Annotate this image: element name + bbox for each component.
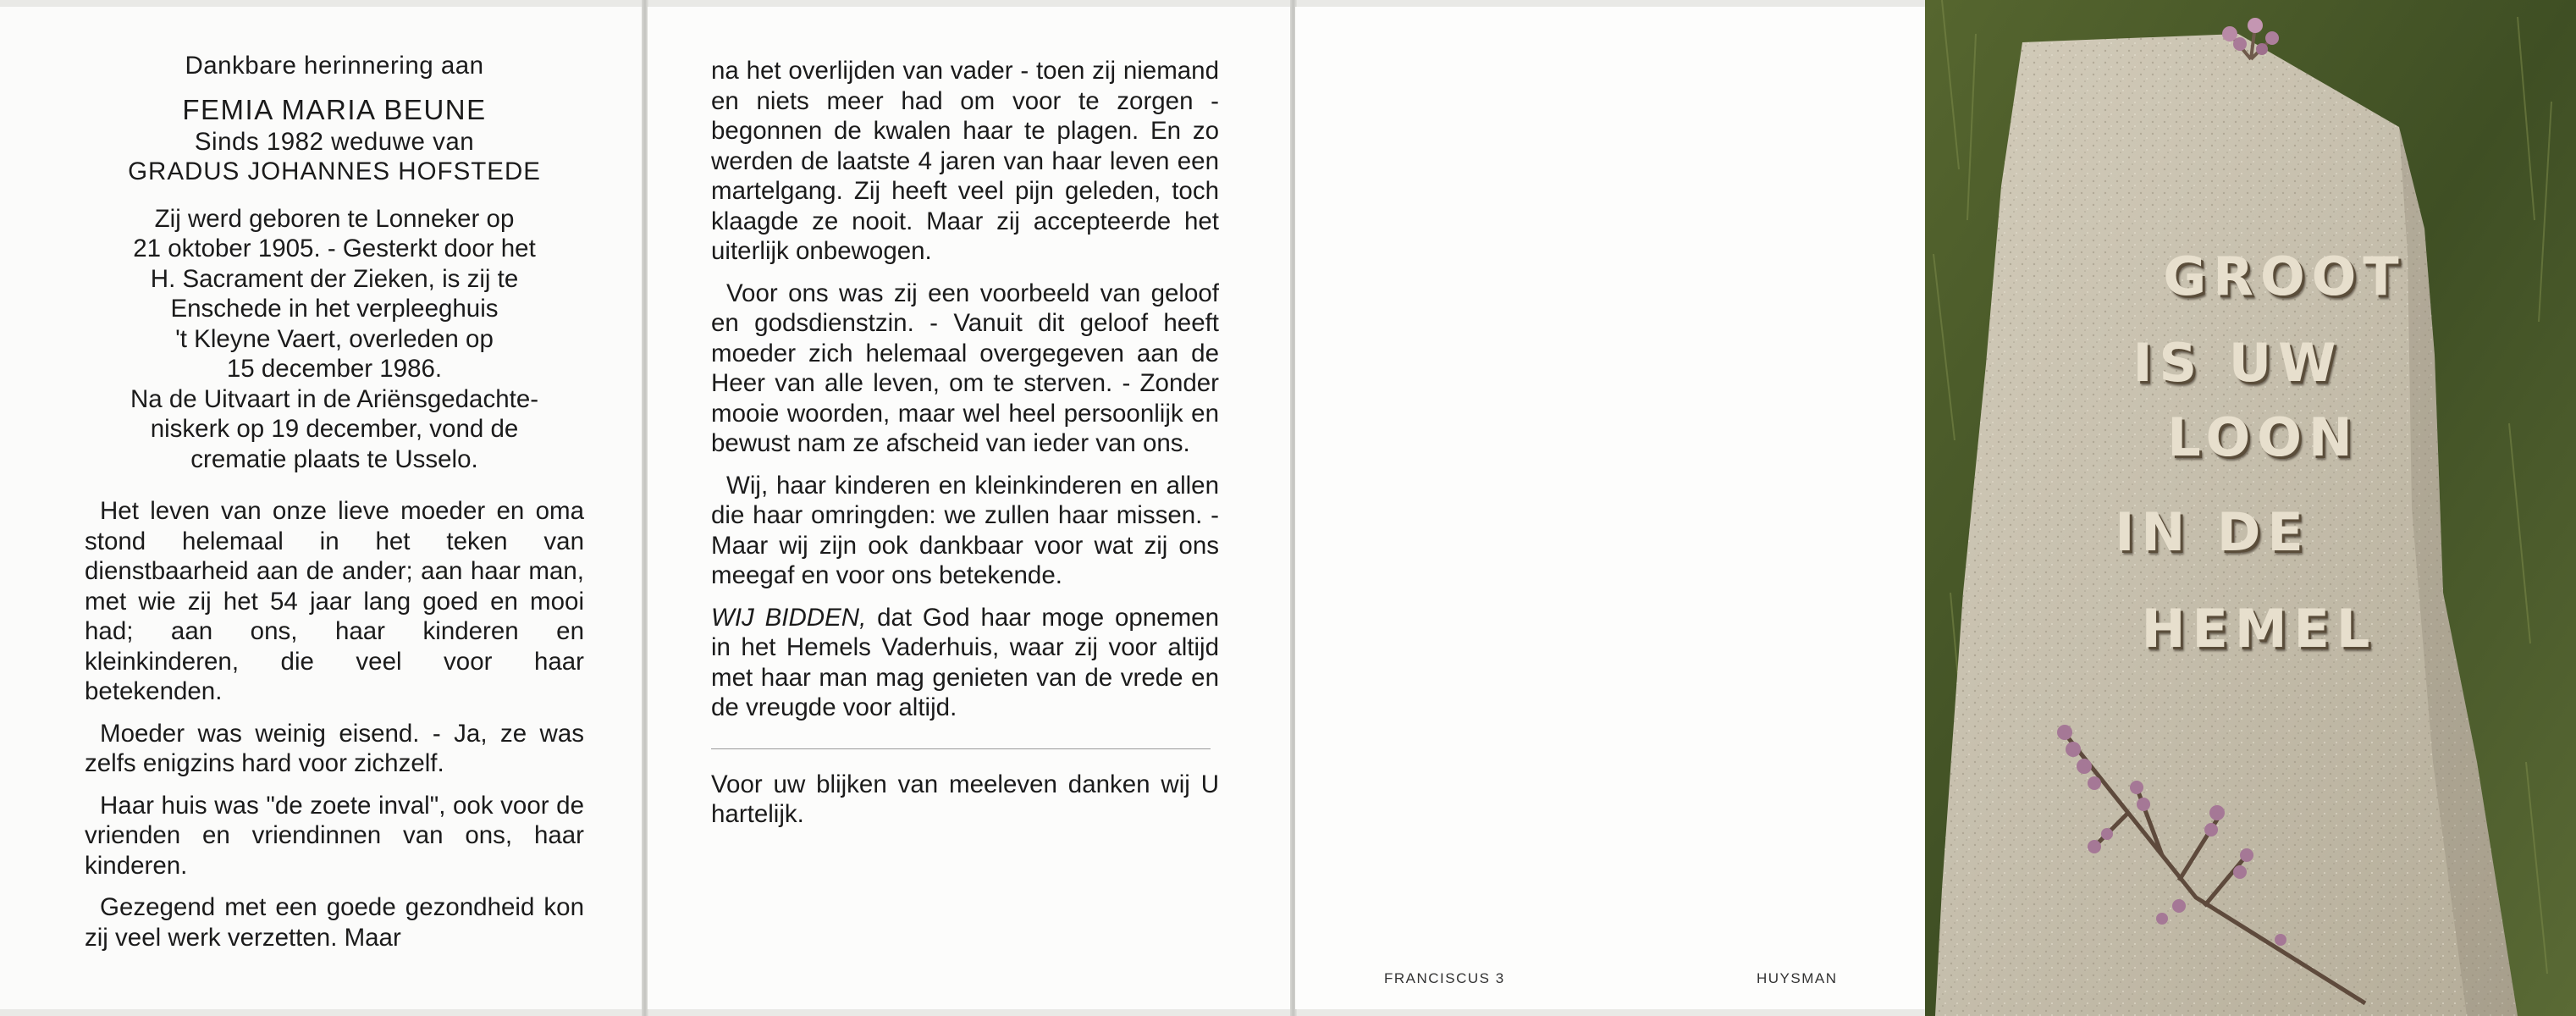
card-page-blank — [1295, 7, 1925, 1009]
prayer-label: WIJ BIDDEN, — [711, 603, 867, 632]
prayer-text: dat God haar moge opnemen in het Hemels Vaderhuis, waar zij voor altijd met haar man mag genieten van de vrede en de vreugde voor altijd. — [711, 603, 1219, 721]
birth-death-block — [85, 204, 584, 475]
paragraph-example: Voor ons was zij een voorbeeld van geloof en godsdienstzin. - Vanuit dit geloof heeft moeder zich helemaal overgegeven aan de Heer van alle leven, om te sterven. - Zonder mooie woorden, maar wel heel persoonlijk en bewust nam ze afscheid van ieder van ons. — [711, 279, 1219, 457]
divider — [711, 748, 1211, 749]
engraving-line: LOON — [2167, 406, 2359, 468]
paragraph-house: Haar huis was "de zoete inval", ook voor de vrienden en vriendinnen van ons, haar kinderen. — [85, 791, 584, 880]
engraving-line: IN DE — [2115, 501, 2310, 563]
paragraph-blessed: Gezegend met een goede gezondheid kon zij veel werk verzetten. Maar — [85, 893, 584, 952]
husband-name: GRADUS JOHANNES HOFSTEDE — [128, 157, 541, 185]
birth-line: H. Sacrament der Zieken, is zij te — [150, 264, 519, 293]
paragraph-life: Het leven van onze lieve moeder en oma stond helemaal in het teken van dienstbaarheid aan de ander; aan haar man, met wie zij het 54 jaar lang goed en mooi had; aan ons, haar kinderen en kleinkinderen, die veel voor haar betekenden. — [85, 497, 584, 705]
thanks-text: Voor uw blijken van meeleven danken wij U hartelijk. — [711, 770, 1219, 828]
paragraph-continue: na het overlijden van vader - toen zij niemand en niets meer had om voor te zorgen - begonnen de kwalen haar te plagen. En zo werden de laatste 4 jaren van haar leven een martelgang. Zij heeft veel pijn geleden, toch klaagde ze nooit. Maar zij accepteerde het uiterlijk onbewogen. — [711, 57, 1219, 265]
birth-line: niskerk op 19 december, vond de — [150, 415, 519, 443]
printer-imprint-left: FRANCISCUS 3 — [1384, 970, 1505, 986]
left-text-column — [85, 51, 584, 952]
card-page-left — [0, 7, 643, 1009]
engraving-line: IS UW — [2132, 332, 2343, 394]
engraving-line: GROOT — [2163, 246, 2406, 307]
birth-line: 21 oktober 1905. - Gesterkt door het — [133, 235, 536, 262]
birth-line: 15 december 1986. — [226, 355, 443, 383]
birth-line: Zij werd geboren te Lonneker op — [154, 204, 515, 233]
card-page-middle — [648, 7, 1291, 1009]
birth-line: crematie plaats te Usselo. — [190, 444, 478, 473]
paragraph-modest: Moeder was weinig eisend. - Ja, ze was zelfs enigzins hard voor zichzelf. — [85, 719, 584, 777]
deceased-name: FEMIA MARIA BEUNE — [182, 93, 487, 125]
birth-line: Enschede in het verpleeghuis — [170, 295, 499, 323]
heading: Dankbare herinnering aan — [185, 52, 484, 80]
stone-photo — [1925, 0, 2576, 1016]
widow-since: Sinds 1982 weduwe van — [194, 127, 475, 156]
birth-line: 't Kleyne Vaert, overleden op — [175, 324, 494, 353]
engraving-line: HEMEL — [2141, 598, 2377, 660]
printer-imprint-right: HUYSMAN — [1757, 970, 1838, 986]
prayer-paragraph — [711, 603, 1219, 723]
middle-text-column — [711, 56, 1219, 830]
paragraph-miss: Wij, haar kinderen en kleinkinderen en allen die haar omringden: we zullen haar missen. - Maar wij zijn ook dankbaar voor wat zij ons meegaf en voor ons betekende. — [711, 471, 1219, 589]
birth-line: Na de Uitvaart in de Ariënsgedachte- — [130, 384, 539, 413]
